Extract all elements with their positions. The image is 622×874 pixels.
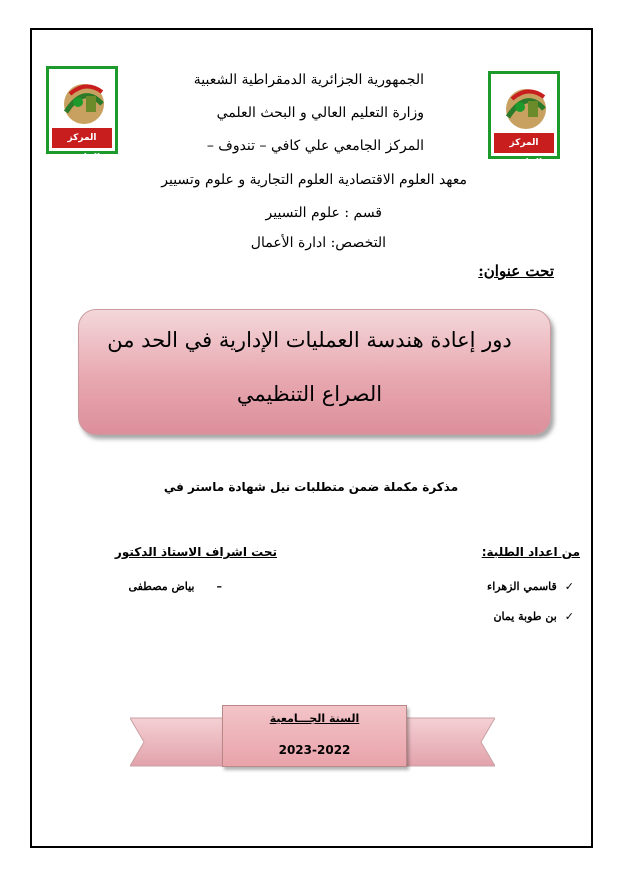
specialty-name: التخصص: ادارة الأعمال — [250, 235, 386, 251]
student-item — [487, 580, 574, 593]
student-name: قاسمي الزهراء — [487, 580, 557, 593]
ministry-name: وزارة التعليم العالي و البحث العلمي — [216, 105, 424, 121]
supervisor-dash: – — [216, 580, 222, 593]
student-item — [493, 610, 574, 623]
university-logo-left — [46, 66, 118, 183]
students-heading: من اعداد الطلبة: — [481, 545, 580, 559]
palm-emblem-icon — [498, 79, 556, 137]
academic-year-label: السنة الجـــامعية — [269, 712, 360, 725]
university-name: المركز الجامعي علي كافي – تندوف – — [206, 138, 424, 154]
republic-name: الجمهورية الجزائرية الدمقراطية الشعبية — [193, 72, 424, 88]
supervisor-heading: تحت اشراف الاستاذ الدكتور — [114, 545, 277, 559]
title-label: تحت عنوان: — [478, 262, 554, 280]
checkmark-icon: ✓ — [564, 580, 574, 593]
supervisor-name: بياض مصطفى — [128, 580, 195, 593]
student-name: بن طوبة يمان — [493, 610, 557, 623]
department-name: قسم : علوم التسيير — [265, 205, 382, 221]
academic-year-value: 2023-2022 — [278, 743, 351, 757]
supervisor-item — [128, 580, 222, 593]
logo-banner: المركز الجامعي تندوف — [52, 128, 112, 148]
institute-name: معهد العلوم الاقتصادية العلوم التجارية و علوم وتسيير — [161, 172, 467, 188]
thesis-title-box — [78, 309, 551, 435]
university-logo-right — [488, 71, 560, 188]
palm-emblem-icon — [56, 74, 114, 132]
thesis-subtitle: مذكرة مكملة ضمن متطلبات نيل شهادة ماستر في — [163, 480, 459, 494]
academic-year-box — [222, 705, 407, 767]
thesis-title-line1: دور إعادة هندسة العمليات الإدارية في الحد من — [107, 328, 512, 352]
logo-banner: المركز الجامعي تندوف — [494, 133, 554, 153]
checkmark-icon: ✓ — [564, 610, 574, 623]
thesis-title-line2: الصراع التنظيمي — [236, 382, 383, 406]
